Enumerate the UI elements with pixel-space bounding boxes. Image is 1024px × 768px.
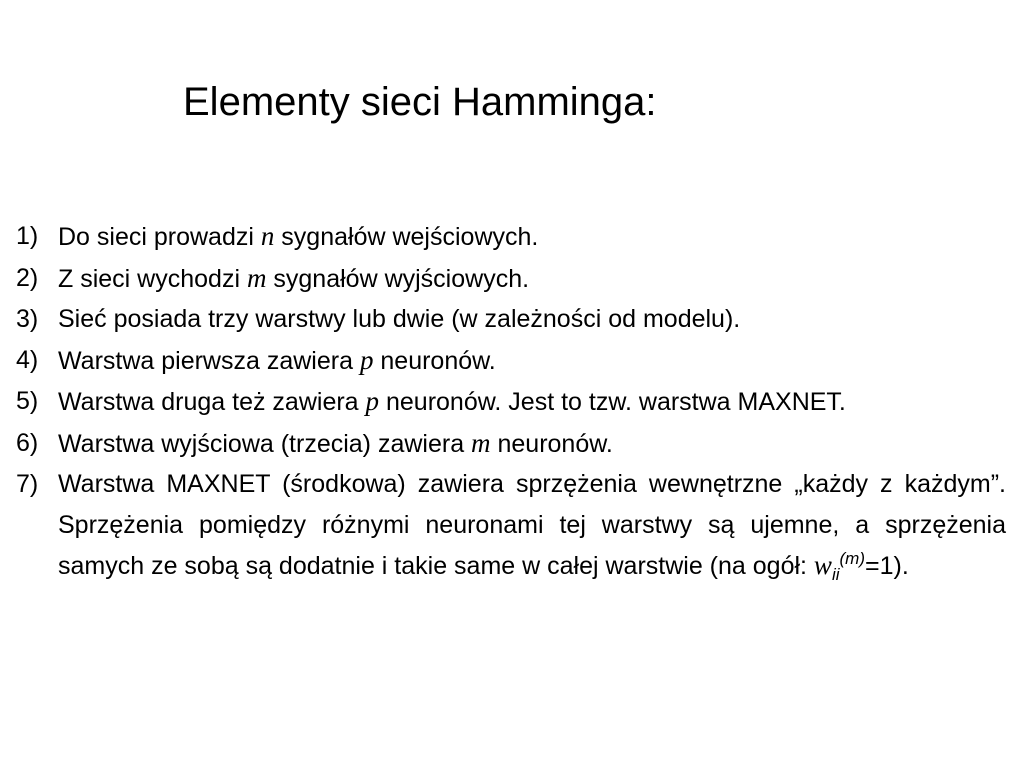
text-segment: sygnałów wejściowych. xyxy=(274,223,539,251)
item-text: Sieć posiada trzy warstwy lub dwie (w zależności od modelu). xyxy=(58,305,741,333)
list-item xyxy=(16,340,1006,382)
item-number: 1) xyxy=(16,222,39,250)
text-segment: neuronów. Jest to tzw. warstwa MAXNET. xyxy=(379,388,846,416)
item-number: 6) xyxy=(16,428,39,457)
text-segment: neuronów. xyxy=(490,429,613,458)
item-number: 2) xyxy=(16,263,39,292)
text-segment: Warstwa druga też zawiera xyxy=(58,388,366,416)
list-item xyxy=(16,299,1006,340)
text-segment: Warstwa MAXNET (środkowa) zawiera sprzężenia wewnętrzne „każdy z każdym”. Sprzężenia pomiędzy różnymi neuronami tej warstwy są ujemne, a sprzężenia samych ze sobą są dodatnie i takie same w całej warstwie (na ogół: xyxy=(58,470,1006,580)
item-text xyxy=(58,223,538,251)
numbered-list xyxy=(16,216,1006,587)
item-text xyxy=(58,381,918,423)
item-number: 5) xyxy=(16,387,39,415)
text-segment: Warstwa wyjściowa (trzecia) zawiera xyxy=(58,429,472,458)
list-item xyxy=(16,258,1006,300)
list-item xyxy=(16,423,1006,465)
text-segment: Do sieci prowadzi xyxy=(58,223,261,251)
slide-title: Elementy sieci Hamminga: xyxy=(183,80,657,124)
math-variable: p xyxy=(365,386,380,416)
math-variable: w xyxy=(813,550,832,580)
math-variable: m xyxy=(246,262,267,293)
math-superscript: (m) xyxy=(839,549,865,568)
math-subscript: ii xyxy=(831,565,840,584)
list-item xyxy=(16,464,1006,587)
item-text xyxy=(58,262,530,293)
item-number: 4) xyxy=(16,345,39,374)
item-number: 7) xyxy=(16,470,39,498)
text-segment: neuronów. xyxy=(373,346,496,375)
math-variable: n xyxy=(260,221,275,251)
list-item xyxy=(16,381,1006,423)
item-text xyxy=(58,344,496,375)
list-item xyxy=(16,216,1006,258)
item-text xyxy=(58,464,1006,587)
math-variable: m xyxy=(471,427,491,458)
text-segment: Warstwa pierwsza zawiera xyxy=(58,346,360,375)
text-segment: Z sieci wychodzi xyxy=(58,264,247,293)
text-segment: =1). xyxy=(864,552,909,580)
text-segment: sygnałów wyjściowych. xyxy=(266,264,530,293)
item-text xyxy=(58,427,613,458)
item-number: 3) xyxy=(16,305,39,333)
math-variable: p xyxy=(359,344,374,375)
